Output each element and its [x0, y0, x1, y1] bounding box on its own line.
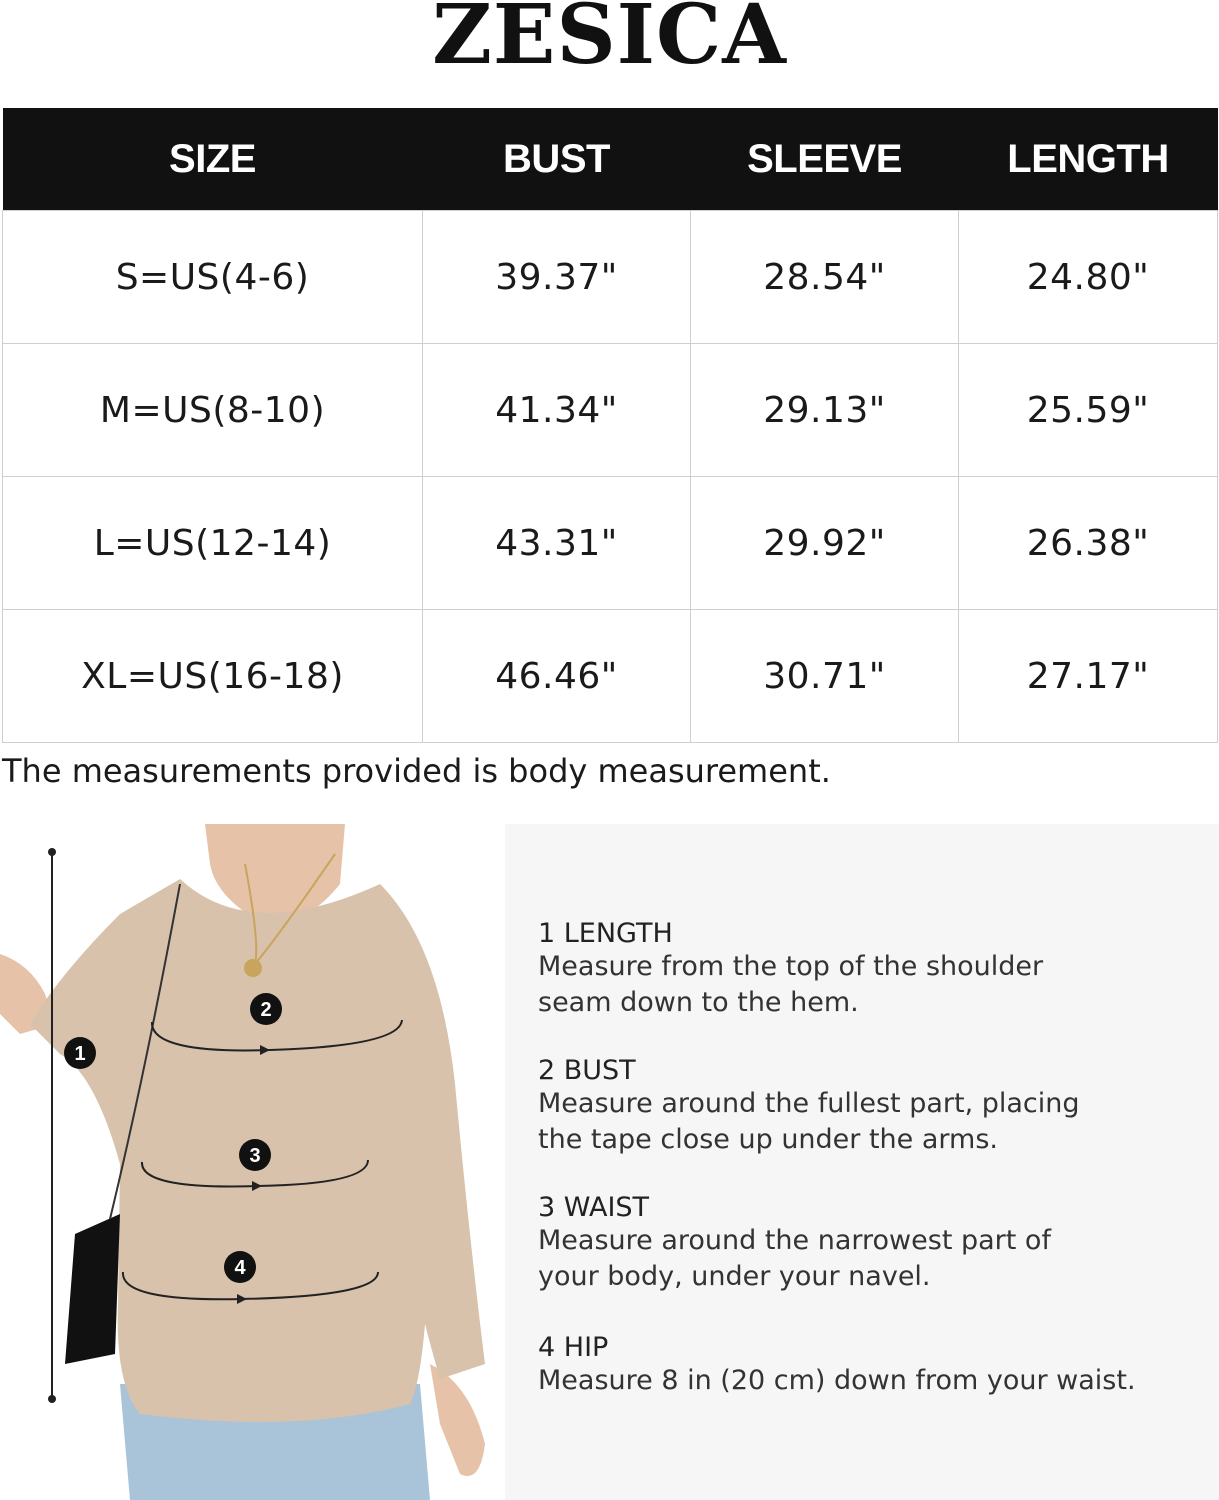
length-cell: 26.38" — [959, 477, 1218, 610]
length-measure-end — [48, 1395, 56, 1403]
guide-title: 2 BUST — [538, 1055, 636, 1086]
handbag-shape — [65, 1214, 120, 1364]
marker-3-label: 3 — [249, 1145, 261, 1167]
size-chart-table — [2, 108, 1218, 743]
table-row — [3, 211, 1218, 344]
table-row — [3, 344, 1218, 477]
measurement-note: The measurements provided is body measurement. — [2, 752, 831, 790]
bust-cell: 46.46" — [423, 610, 691, 743]
size-cell: XL=US(16-18) — [3, 610, 423, 743]
guide-item-length — [538, 918, 1198, 1021]
bust-cell: 43.31" — [423, 477, 691, 610]
sleeve-cell: 28.54" — [691, 211, 959, 344]
bust-cell: 41.34" — [423, 344, 691, 477]
length-measure-end — [48, 848, 56, 856]
guide-description: Measure from the top of the shoulder seam down to the hem. — [538, 951, 1044, 1018]
guide-item-waist — [538, 1192, 1198, 1295]
measurement-guide-panel — [505, 824, 1219, 1500]
guide-title: 1 LENGTH — [538, 918, 673, 949]
header-length: LENGTH — [959, 108, 1218, 211]
size-cell: L=US(12-14) — [3, 477, 423, 610]
sweater-figure — [0, 824, 500, 1500]
marker-2-label: 2 — [260, 999, 272, 1021]
length-cell: 27.17" — [959, 610, 1218, 743]
size-cell: S=US(4-6) — [3, 211, 423, 344]
guide-description: Measure 8 in (20 cm) down from your waist. — [538, 1365, 1136, 1396]
header-size: SIZE — [3, 108, 423, 211]
marker-1-label: 1 — [74, 1043, 86, 1065]
sleeve-cell: 29.13" — [691, 344, 959, 477]
guide-title: 3 WAIST — [538, 1192, 650, 1223]
header-bust: BUST — [423, 108, 691, 211]
header-sleeve: SLEEVE — [691, 108, 959, 211]
table-row — [3, 610, 1218, 743]
guide-item-hip — [538, 1332, 1198, 1399]
size-cell: M=US(8-10) — [3, 344, 423, 477]
hand-shape — [430, 1364, 485, 1476]
brand-logo: ZESICA — [432, 0, 787, 70]
bust-cell: 39.37" — [423, 211, 691, 344]
guide-description: Measure around the fullest part, placing the tape close up under the arms. — [538, 1088, 1080, 1155]
length-cell: 25.59" — [959, 344, 1218, 477]
guide-title: 4 HIP — [538, 1332, 609, 1363]
length-cell: 24.80" — [959, 211, 1218, 344]
sleeve-cell: 30.71" — [691, 610, 959, 743]
pendant — [244, 959, 262, 977]
table-header-row — [3, 108, 1218, 211]
sleeve-cell: 29.92" — [691, 477, 959, 610]
marker-4-label: 4 — [234, 1257, 246, 1279]
table-row — [3, 477, 1218, 610]
guide-item-bust — [538, 1055, 1198, 1158]
model-illustration — [0, 824, 500, 1500]
guide-description: Measure around the narrowest part of your body, under your navel. — [538, 1225, 1051, 1292]
